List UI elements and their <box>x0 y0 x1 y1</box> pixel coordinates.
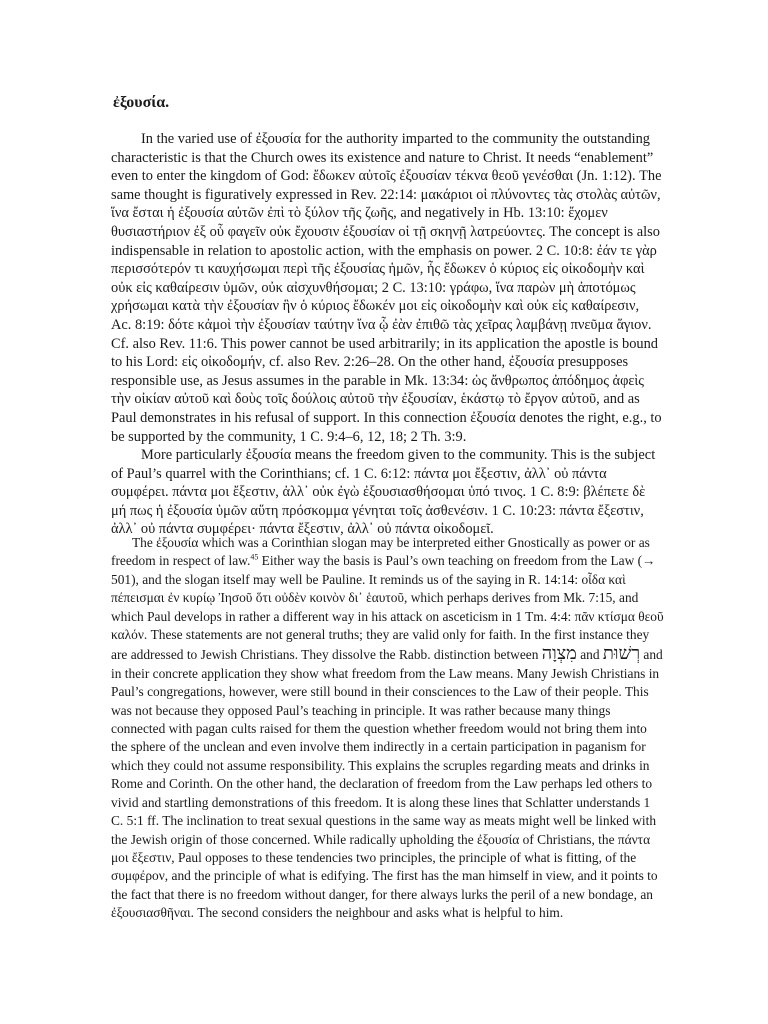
paragraph-3-part-c: and <box>576 647 603 663</box>
paragraph-3-part-a: The ἐξουσία which was a Corinthian slogan may be interpreted either Gnostically as power or as freedom in respect of law. <box>111 535 650 569</box>
entry-heading: ἐξουσία. <box>113 94 170 111</box>
footnote-reference[interactable]: 45 <box>250 552 259 562</box>
paragraph-3-part-b: Either way the basis is Paul’s own teaching on freedom from the Law (→ 501), and the slogan itself may well be Pauline. It reminds us of the saying in R. 14:14: οἶδα καὶ πέπεισμαι ἐν κυρίῳ Ἰησοῦ ὅτι οὐδὲν κοινὸν δι᾽ ἑαυτοῦ, which perhaps derives from Mk. 7:15, and which Paul develops in rather a different way in his attack on asceticism in 1 Tm. 4:4: πᾶν κτίσμα θεοῦ καλόν. These statements are not general truths; they are valid only for faith. In the first instance they are addressed to Jewish Christians. They dissolve the Rabb. distinction between <box>111 553 664 663</box>
paragraph-3-part-d: and in their concrete application they show what freedom from the Law means. Many Jewish Christians in Paul’s congregations, however, were still bound in their consciences to the Law of their people. This was not because they opposed Paul’s teaching in principle. It was rather because many things connected with pagan cults raised for them the question whether freedom would not bring them into the sphere of the unclean and even involve them indirectly in a certain participation in paganism for which they could not assume responsibility. This explains the scruples regarding meats and drinks in Rome and Corinth. On the other hand, the declaration of freedom from the Law perhaps led others to vivid and startling demonstrations of this freedom. It is along these lines that Schlatter understands 1 C. 5:1 ff. The inclination to treat sexual questions in the same way as meats might well be linked with the Jewish origin of those concerned. While radically upholding the ἐξουσία of Christians, the πάντα μοι ἔξεστιν, Paul opposes to these tendencies two principles, the principle of what is fitting, of the συμφέρον, and the principle of what is edifying. The first has the man himself in view, and it points to the fact that there is no freedom without danger, for there always lurks the peril of a new bondage, an ἐξουσιασθῆναι. The second considers the neighbour and asks what is helpful to him. <box>111 647 663 921</box>
paragraph-3 <box>111 534 665 923</box>
small-print-text <box>111 534 665 923</box>
paragraph-2: More particularly ἐξουσία means the freedom given to the community. This is the subject of Paul’s quarrel with the Corinthians; cf. 1 C. 6:12: πάντα μοι ἔξεστιν, ἀλλ᾽ οὐ πάντα συμφέρει. πάντα μοι ἔξεστιν, ἀλλ᾽ οὐκ ἐγὼ ἐξουσιασθήσομαι ὑπό τινος. 1 C. 8:9: βλέπετε δὲ μή πως ἡ ἐξουσία ὑμῶν αὕτη πρόσκομμα γένηται τοῖς ἀσθενέσιν. 1 C. 10:23: πάντα ἔξεστιν, ἀλλ᾽ οὐ πάντα συμφέρει· πάντα ἔξεστιν, ἀλλ᾽ οὐ πάντα οἰκοδομεῖ. <box>111 447 656 538</box>
main-text <box>111 130 662 539</box>
hebrew-term-reshut: רְשׁוּת <box>602 643 641 664</box>
hebrew-term-mitzvah: מִצְוָה <box>541 643 577 664</box>
paragraph-1: In the varied use of ἐξουσία for the authority imparted to the community the outstanding characteristic is that the Church owes its existence and nature to Christ. It needs “enablement” even to enter the kingdom of God: ἔδωκεν αὐτοῖς ἐξουσίαν τέκνα θεοῦ γενέσθαι (Jn. 1:12). The same thought is figuratively expressed in Rev. 22:14: μακάριοι οἱ πλύνοντες τὰς στολὰς αὐτῶν, ἵνα ἔσται ἡ ἐξουσία αὐτῶν ἐπὶ τὸ ξύλον τῆς ζωῆς, and negatively in Hb. 13:10: ἔχομεν θυσιαστήριον ἐξ οὗ φαγεῖν οὐκ ἔχουσιν ἐξουσίαν οἱ τῇ σκηνῇ λατρεύοντες. The concept is also indispensable in relation to apostolic action, with the emphasis on power. 2 C. 10:8: ἐάν τε γὰρ περισσότερόν τι καυχήσωμαι περὶ τῆς ἐξουσίας ἡμῶν, ἧς ἔδωκεν ὁ κύριος εἰς οἰκοδομὴν καὶ οὐκ εἰς καθαίρεσιν ὑμῶν, οὐκ αἰσχυνθήσομαι; 2 C. 13:10: γράφω, ἵνα παρὼν μὴ ἀποτόμως χρήσωμαι κατὰ τὴν ἐξουσίαν ἣν ὁ κύριος ἔδωκέν μοι εἰς οἰκοδομὴν καὶ οὐκ εἰς καθαίρεσιν, Ac. 8:19: δότε κἀμοὶ τὴν ἐξουσίαν ταύτην ἵνα ᾧ ἐὰν ἐπιθῶ τὰς χεῖρας λαμβάνῃ πνεῦμα ἅγιον. Cf. also Rev. 11:6. This power cannot be used arbitrarily; in its application the apostle is bound to his Lord: εἰς οἰκοδομήν, cf. also Rev. 2:26–28. On the other hand, ἐξουσία presupposes responsible use, as Jesus assumes in the parable in Mk. 13:34: ὡς ἄνθρωπος ἀπόδημος ἀφεὶς τὴν οἰκίαν αὐτοῦ καὶ δοὺς τοῖς δούλοις αὐτοῦ τὴν ἐξουσίαν, ἑκάστῳ τὸ ἔργον αὐτοῦ, and as Paul demonstrates in his refusal of support. In this connection ἐξουσία denotes the right, e.g., to be supported by the community, 1 C. 9:4–6, 12, 18; 2 Th. 3:9. <box>111 131 662 445</box>
